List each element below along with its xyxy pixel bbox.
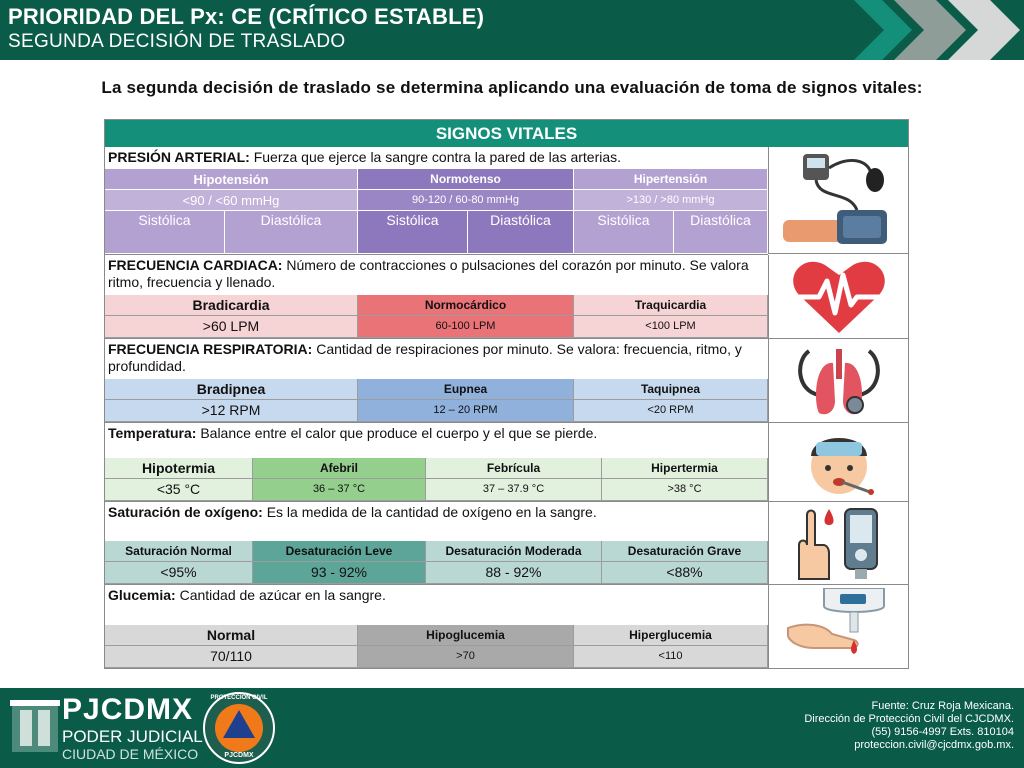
- glu-value-hipoglucemia: >70: [358, 646, 574, 668]
- temperatura-description: [105, 423, 768, 458]
- sat-cat-grave: Desaturación Grave: [602, 541, 768, 562]
- respiratoria-label: FRECUENCIA RESPIRATORIA:: [108, 341, 313, 357]
- glucemia-desc-text: Cantidad de azúcar en la sangre.: [175, 587, 386, 603]
- cardiaca-desc-text: Número de contracciones o pulsaciones del corazón por minuto. Se valora ritmo, frecuencia y llenado.: [108, 257, 749, 290]
- cardiaca-value-taquicardia: <100 LPM: [574, 316, 768, 338]
- glu-cat-hipoglucemia: Hipoglucemia: [358, 625, 574, 646]
- vital-signs-table: [104, 119, 909, 669]
- section-temperatura: [105, 423, 768, 501]
- oximeter-icon: [768, 502, 909, 585]
- lungs-stethoscope-icon: [768, 339, 909, 423]
- respiratoria-desc-text: Cantidad de respiraciones por minuto. Se valora: frecuencia, ritmo, y profundidad.: [108, 341, 742, 374]
- section-cardiaca: [105, 255, 768, 338]
- glu-value-normal: 70/110: [105, 646, 358, 668]
- logo-poder-judicial: PODER JUDICIAL: [62, 727, 203, 746]
- sat-value-normal: <95%: [105, 562, 253, 584]
- glucometer-icon: [768, 585, 909, 668]
- pjcdmx-building-icon: [10, 696, 60, 756]
- logo-pjcdmx: PJCDMX: [62, 693, 194, 726]
- section-presion: [105, 147, 768, 254]
- cardiaca-label: FRECUENCIA CARDIACA:: [108, 257, 283, 273]
- presion-cat-hipotension: Hipotensión: [105, 169, 358, 190]
- page-subtitle: SEGUNDA DECISIÓN DE TRASLADO: [8, 31, 346, 52]
- temp-value-afebril: 36 – 37 °C: [253, 479, 426, 501]
- header-banner: [0, 0, 1024, 60]
- sat-cat-leve: Desaturación Leve: [253, 541, 426, 562]
- chevron-arrows-icon: [854, 0, 1024, 60]
- presion-sub-diastolica-2: Diastólica: [468, 211, 574, 254]
- proteccion-civil-seal: [203, 692, 275, 764]
- logo-ciudad-mexico: CIUDAD DE MÉXICO: [62, 746, 199, 762]
- intro-text: La segunda decisión de traslado se determina aplicando una evaluación de toma de signos vitales:: [101, 78, 923, 97]
- presion-value-hipertension: >130 / >80 mmHg: [574, 190, 768, 211]
- source-line: Fuente: Cruz Roja Mexicana.: [871, 700, 1014, 712]
- presion-desc-text: Fuerza que ejerce la sangre contra la pared de las arterias.: [249, 149, 622, 165]
- temperatura-label: Temperatura:: [108, 425, 197, 441]
- resp-value-taquipnea: <20 RPM: [574, 400, 768, 422]
- sat-value-moderada: 88 - 92%: [426, 562, 602, 584]
- resp-value-bradipnea: >12 RPM: [105, 400, 358, 422]
- cardiaca-cat-normocardico: Normocárdico: [358, 295, 574, 316]
- sat-value-leve: 93 - 92%: [253, 562, 426, 584]
- cardiaca-cat-bradicardia: Bradicardia: [105, 295, 358, 316]
- sat-value-grave: <88%: [602, 562, 768, 584]
- sat-cat-moderada: Desaturación Moderada: [426, 541, 602, 562]
- fever-thermometer-icon: [768, 423, 909, 502]
- glu-cat-hiperglucemia: Hiperglucemia: [574, 625, 768, 646]
- seal-top-text: PROTECCIÓN CIVIL: [210, 695, 268, 701]
- glu-cat-normal: Normal: [105, 625, 358, 646]
- source-email: proteccion.civil@cjcdmx.gob.mx.: [854, 739, 1014, 751]
- temp-cat-hipertermia: Hipertermia: [602, 458, 768, 479]
- saturacion-label: Saturación de oxígeno:: [108, 504, 263, 520]
- section-glucemia: [105, 585, 768, 668]
- heart-pulse-icon: [768, 255, 909, 339]
- presion-sub-diastolica-1: Diastólica: [225, 211, 358, 254]
- footer-banner: [0, 688, 1024, 768]
- resp-cat-eupnea: Eupnea: [358, 379, 574, 400]
- presion-value-normotenso: 90-120 / 60-80 mmHg: [358, 190, 574, 211]
- presion-sub-sistolica-2: Sistólica: [358, 211, 468, 254]
- presion-value-hipotension: <90 / <60 mmHg: [105, 190, 358, 211]
- temp-value-hipertermia: >38 °C: [602, 479, 768, 501]
- section-saturacion: [105, 502, 768, 584]
- saturacion-description: [105, 502, 768, 541]
- resp-value-eupnea: 12 – 20 RPM: [358, 400, 574, 422]
- saturacion-desc-text: Es la medida de la cantidad de oxígeno en la sangre.: [262, 504, 597, 520]
- presion-cat-hipertension: Hipertensión: [574, 169, 768, 190]
- temp-cat-hipotermia: Hipotermia: [105, 458, 253, 479]
- resp-cat-taquipnea: Taquipnea: [574, 379, 768, 400]
- presion-label: PRESIÓN ARTERIAL:: [108, 149, 250, 165]
- section-respiratoria: [105, 339, 768, 422]
- presion-sub-sistolica-1: Sistólica: [105, 211, 225, 254]
- source-line: Dirección de Protección Civil del CJCDMX.: [804, 713, 1014, 725]
- temp-cat-afebril: Afebril: [253, 458, 426, 479]
- cardiaca-cat-taquicardia: Traquicardia: [574, 295, 768, 316]
- presion-sub-sistolica-3: Sistólica: [574, 211, 674, 254]
- glucemia-description: [105, 585, 768, 625]
- table-title: SIGNOS VITALES: [105, 120, 908, 147]
- source-line: (55) 9156-4997 Exts. 810104: [871, 726, 1014, 738]
- temp-cat-febricula: Febrícula: [426, 458, 602, 479]
- cardiaca-value-bradicardia: >60 LPM: [105, 316, 358, 338]
- resp-cat-bradipnea: Bradipnea: [105, 379, 358, 400]
- blood-pressure-monitor-icon: [768, 147, 909, 254]
- sat-cat-normal: Saturación Normal: [105, 541, 253, 562]
- cardiaca-value-normocardico: 60-100 LPM: [358, 316, 574, 338]
- presion-cat-normotenso: Normotenso: [358, 169, 574, 190]
- page-title: PRIORIDAD DEL Px: CE (CRÍTICO ESTABLE): [8, 4, 485, 29]
- glucemia-label: Glucemia:: [108, 587, 176, 603]
- temp-value-febricula: 37 – 37.9 °C: [426, 479, 602, 501]
- glu-value-hiperglucemia: <110: [574, 646, 768, 668]
- source-block: [804, 700, 1014, 752]
- cardiaca-description: [105, 255, 768, 295]
- respiratoria-description: [105, 339, 768, 379]
- temp-value-hipotermia: <35 °C: [105, 479, 253, 501]
- presion-description: [105, 147, 768, 169]
- seal-bottom-text: PJCDMX: [224, 752, 254, 759]
- temperatura-desc-text: Balance entre el calor que produce el cuerpo y el que se pierde.: [196, 425, 598, 441]
- presion-sub-diastolica-3: Diastólica: [674, 211, 768, 254]
